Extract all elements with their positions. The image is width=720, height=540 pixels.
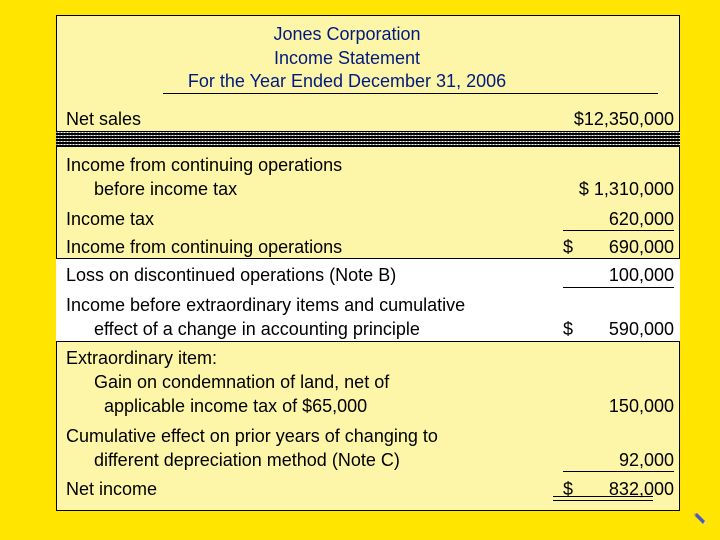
- income-continuing-label: Income from continuing operations: [66, 237, 343, 257]
- extraordinary-item-label-3: applicable income tax of $65,000: [104, 396, 368, 416]
- net-income-amount: 832,000: [608, 479, 674, 499]
- cumulative-effect-label-2: different depreciation method (Note C): [94, 450, 400, 470]
- pencil-icon: [692, 512, 706, 526]
- income-tax-underline: [563, 230, 674, 231]
- income-before-extraordinary-label-1: Income before extraordinary items and cumulative: [66, 295, 466, 315]
- cumulative-effect-label-1: Cumulative effect on prior years of changing to: [66, 426, 438, 446]
- cumulative-effect-underline: [563, 471, 674, 472]
- income-continuing-pretax-amount: $ 1,310,000: [578, 179, 674, 199]
- loss-discontinued-amount: 100,000: [608, 265, 674, 285]
- net-income-label: Net income: [66, 479, 158, 499]
- hatched-divider: [56, 131, 680, 147]
- income-before-extraordinary-amount: 590,000: [608, 319, 674, 339]
- statement-title: Income Statement: [273, 48, 421, 68]
- net-income-double-underline: [553, 496, 653, 501]
- net-income-dollar: $: [563, 479, 574, 499]
- extraordinary-item-label-1: Extraordinary item:: [66, 348, 218, 368]
- loss-discontinued-label: Loss on discontinued operations (Note B): [66, 265, 397, 285]
- net-sales-amount: $12,350,000: [573, 109, 674, 129]
- extraordinary-item-amount: 150,000: [608, 396, 674, 416]
- income-before-extraordinary-dollar: $: [563, 319, 574, 339]
- income-before-extraordinary-label-2: effect of a change in accounting principle: [94, 319, 420, 339]
- extraordinary-item-label-2: Gain on condemnation of land, net of: [94, 372, 390, 392]
- income-tax-amount: 620,000: [608, 209, 674, 229]
- statement-period: For the Year Ended December 31, 2006: [187, 71, 507, 91]
- income-tax-label: Income tax: [66, 209, 155, 229]
- income-continuing-amount: 690,000: [608, 237, 674, 257]
- loss-discontinued-underline: [563, 287, 674, 288]
- net-sales-label: Net sales: [66, 109, 142, 129]
- income-continuing-dollar: $: [563, 237, 574, 257]
- header-rule: [163, 93, 658, 94]
- income-continuing-pretax-label-1: Income from continuing operations: [66, 155, 343, 175]
- company-name: Jones Corporation: [273, 24, 421, 44]
- income-continuing-pretax-label-2: before income tax: [94, 179, 238, 199]
- cumulative-effect-amount: 92,000: [618, 450, 674, 470]
